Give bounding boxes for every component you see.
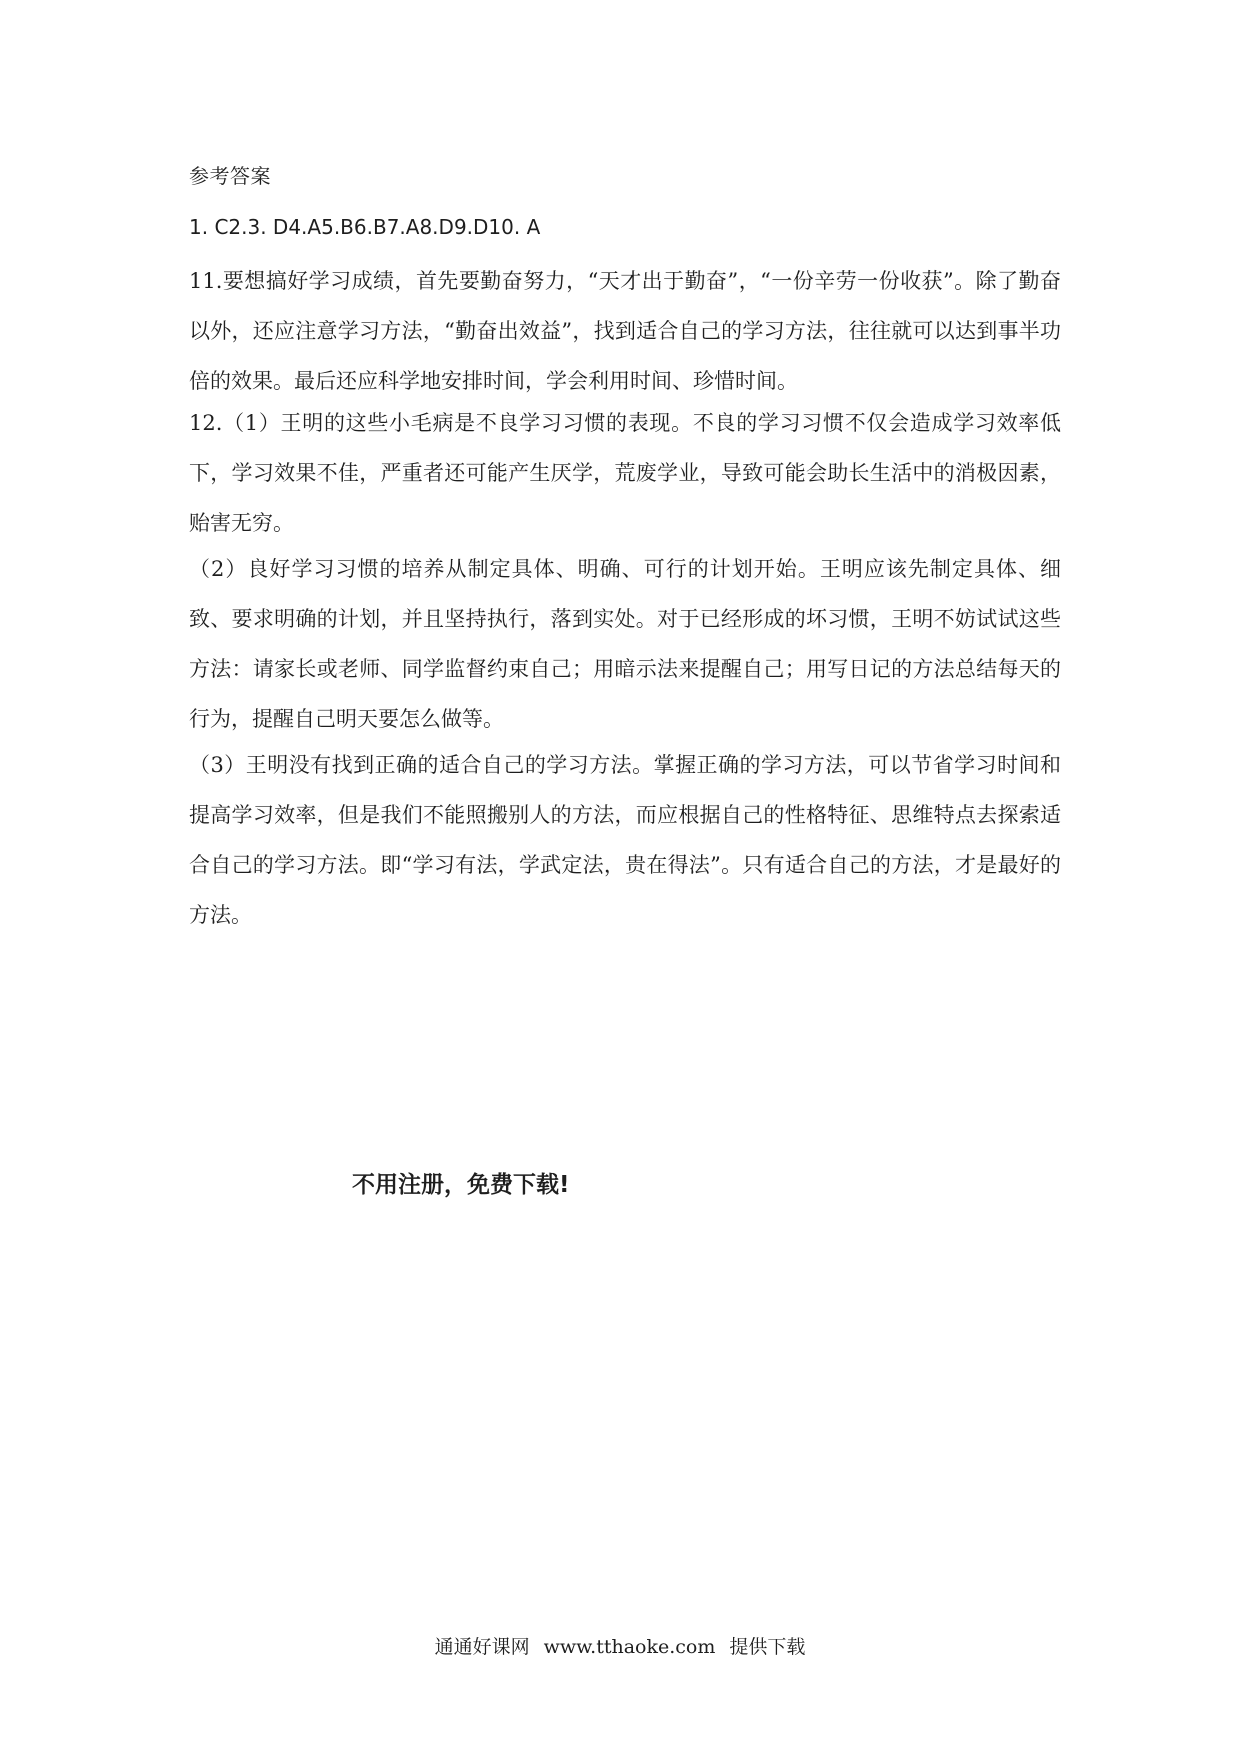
footer-suffix: 提供下载 [729, 1636, 806, 1658]
page-footer [0, 1634, 1240, 1660]
footer-site-name: 通通好课网 [434, 1636, 530, 1658]
answer-paragraph-11: 11.要想搞好学习成绩，首先要勤奋努力，“天才出于勤奋”，“一份辛劳一份收获”。除了勤奋以外，还应注意学习方法，“勤奋出效益”，找到适合自己的学习方法，往往就可以达到事半功倍的效果。最后还应科学地安排时间，学会利用时间、珍惜时间。 [189, 269, 1061, 393]
answer-paragraph-12-1: 12.（1）王明的这些小毛病是不良学习习惯的表现。不良的学习习惯不仅会造成学习效率低下，学习效果不佳，严重者还可能产生厌学，荒废学业，导致可能会助长生活中的消极因素，贻害无穷。 [189, 411, 1061, 535]
free-download-notice: 不用注册，免费下载! [352, 1172, 570, 1198]
answer-paragraph-12-2: （2）良好学习习惯的培养从制定具体、明确、可行的计划开始。王明应该先制定具体、细致、要求明确的计划，并且坚持执行，落到实处。对于已经形成的坏习惯，王明不妨试试这些方法：请家长或老师、同学监督约束自己；用暗示法来提醒自己；用写日记的方法总结每天的行为，提醒自己明天要怎么做等。 [189, 557, 1061, 731]
footer-url[interactable]: www.tthaoke.com [543, 1636, 716, 1658]
answer-paragraph-12-3: （3）王明没有找到正确的适合自己的学习方法。掌握正确的学习方法，可以节省学习时间和提高学习效率，但是我们不能照搬别人的方法，而应根据自己的性格特征、思维特点去探索适合自己的学习方法。即“学习有法，学武定法，贵在得法”。只有适合自己的方法，才是最好的方法。 [189, 753, 1061, 927]
multiple-choice-answers: 1. C2.3. D4.A5.B6.B7.A8.D9.D10. A [189, 215, 541, 239]
answer-heading: 参考答案 [189, 164, 271, 188]
